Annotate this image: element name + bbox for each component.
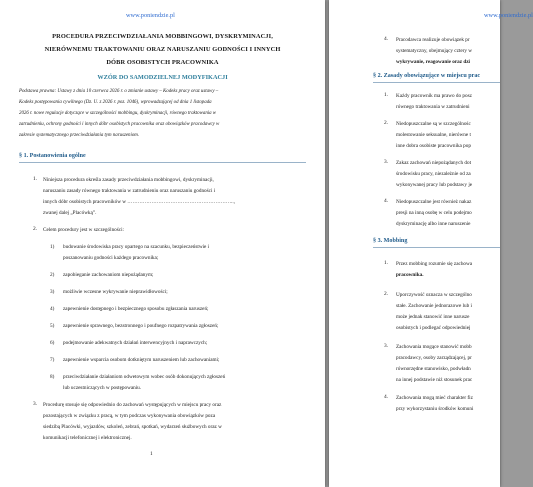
paragraph-line: Uporczywość oznacza w szczególno — [396, 292, 472, 298]
paragraph-line: komunikacji telefonicznej i elektronicznej. — [43, 435, 132, 441]
legal-basis-line: 2026 r. nowe regulacje dotyczące w szczególności mobbingu, dyskryminacji, równego traktowania w — [19, 111, 217, 116]
goal-number: 8) — [50, 374, 55, 380]
paragraph-line: Procedurę stosuje się odpowiednio do zachowań występujących w miejscu pracy oraz — [43, 402, 222, 408]
goal-line: zapewnienie sprawnego, bezstronnego i poufnego rozpatrywania zgłoszeń; — [63, 323, 219, 329]
paragraph-line: dyskryminację albo inne naruszenie — [396, 221, 471, 227]
paragraph-line: równorzędne stanowisko, podwładn — [396, 366, 471, 372]
paragraph-line: na innej podstawie niż stosunek prac — [396, 377, 473, 383]
list-number: 3. — [384, 159, 389, 165]
list-number: 1. — [384, 92, 389, 98]
paragraph-line: inne dobra osobiste pracownika pop — [396, 143, 471, 149]
paragraph-line: środowisku pracy, niezależnie od za — [396, 171, 471, 177]
goal-line: zapobieganie zachowaniom niepożądanym; — [63, 272, 154, 278]
section-heading-2: § 2. Zasady obowiązujące w miejscu prac — [373, 73, 481, 79]
paragraph-line: pozostających w związku z pracą, w tym podczas wykonywania obowiązków poza — [43, 413, 216, 419]
goal-line: zapewnienie wsparcia osobom dotkniętym naruszeniem lub zachowaniami; — [63, 357, 220, 363]
paragraph-line: stałe. Zachowanie jednorazowe lub i — [396, 303, 472, 309]
goal-number: 7) — [50, 357, 55, 363]
paragraph-line: molestowanie seksualne, nierówne t — [396, 132, 471, 138]
paragraph-line: zwanej dalej „Placówką”. — [43, 210, 97, 216]
paragraph-line: Niedopuszczalne jest również nakaz — [396, 199, 472, 205]
paragraph-line: Zachowania mogące stanowić mobb — [396, 344, 472, 350]
legal-basis-line: Kodeks postępowania cywilnego (Dz. U. z 2026 r. poz. 1046), wprowadzającej od dnia 1 listopada — [19, 100, 212, 105]
page-header-url: www.poniendzie.pl — [126, 12, 175, 19]
paragraph-line: Każdy pracownik ma prawo do posz — [396, 93, 472, 99]
goal-number: 3) — [50, 289, 55, 295]
paragraph-line: Niniejsza procedura określa zasady przeciwdziałania mobbingowi, dyskryminacji, — [43, 177, 214, 183]
paragraph-line: przy wykorzystaniu środków komuni — [396, 406, 474, 412]
list-number: 4. — [384, 394, 389, 400]
paragraph-line: Pracodawca realizuje obowiązek pr — [396, 37, 470, 43]
paragraph-line: presji na inną osobę w celu podejmo — [396, 210, 472, 216]
goal-number: 1) — [50, 244, 55, 250]
goal-number: 6) — [50, 340, 55, 346]
paragraph-line: innych dóbr osobistych pracowników w …………………………………………………….., — [43, 199, 235, 205]
paragraph-line: naruszaniu zasady równego traktowania w zatrudnieniu oraz naruszaniu godności i — [43, 188, 216, 194]
list-number: 3. — [384, 343, 389, 349]
legal-basis-line: zakresie systematycznego przeciwdziałania tym naruszeniom. — [19, 133, 140, 138]
paragraph-line: osobistych i podlegać odpowiedniej — [396, 325, 471, 331]
paragraph-line: siedzibą Placówki, wyjazdów, szkoleń, zebrań, spotkań, wydarzeń służbowych oraz w — [43, 424, 222, 430]
section-heading-1: § 1. Postanowienia ogólne — [19, 153, 86, 159]
document-title-line-3: DÓBR OSOBISTYCH PRACOWNIKA — [106, 59, 219, 66]
list-number: 4. — [384, 36, 389, 42]
page-number: 1 — [150, 451, 153, 457]
list-number: 4. — [384, 198, 389, 204]
paragraph-line-bold: wykrywanie, reagowanie oraz dzi — [396, 59, 470, 65]
list-number: 2. — [384, 291, 389, 297]
goal-line: przeciwdziałanie działaniom odwetowym wobec osób dokonujących zgłoszeń — [63, 374, 226, 380]
paragraph-line: równego traktowania w zatrudnieni — [396, 104, 470, 110]
paragraph-line: Celem procedury jest w szczególności: — [43, 227, 124, 233]
list-number: 1. — [33, 176, 38, 182]
list-number: 3. — [33, 401, 38, 407]
paragraph-line-bold: pracownika. — [396, 272, 424, 278]
paragraph-line: pracodawcy, osoby zarządzającej, pr — [396, 355, 472, 361]
section-divider — [373, 82, 500, 83]
goal-line: podejmowanie adekwatnych działań interwencyjnych i naprawczych; — [63, 340, 208, 346]
page-header-url: www.poniendzie.pl — [484, 12, 533, 19]
goal-line: budowanie środowiska pracy opartego na szacunku, bezpieczeństwie i — [63, 244, 210, 250]
goal-number: 5) — [50, 323, 55, 329]
legal-basis-line: zatrudnieniu, ochrony godności i innych dóbr osobistych pracownika oraz obowiązków pracodawcy w — [19, 122, 220, 127]
legal-basis-line: Podstawa prawna: Ustawy z dnia 10 czerwca 2026 r. o zmianie ustawy – Kodeks pracy oraz ustawy – — [19, 89, 219, 94]
paragraph-line: Niedopuszczalne są w szczególnośc — [396, 121, 471, 127]
paragraph-line: Przez mobbing rozumie się zachowa — [396, 261, 473, 267]
goal-line: możliwie wczesne wykrywanie nieprawidłowości; — [63, 289, 168, 295]
document-title-line-1: PROCEDURA PRZECIWDZIAŁANIA MOBBINGOWI, DYSKRYMINACJI, — [52, 33, 273, 40]
goal-line: zapewnienie dostępnego i bezpiecznego sposobu zgłaszania naruszeń; — [63, 306, 209, 312]
goal-line: poszanowaniu godności każdego pracownika; — [63, 255, 159, 261]
goal-number: 4) — [50, 306, 55, 312]
paragraph-line: Zachowania mogą mieć charakter fiz — [396, 395, 473, 401]
document-page-2 — [329, 0, 533, 487]
document-title-line-2: NIERÓWNEMU TRAKTOWANIU ORAZ NARUSZANIU GODNOŚCI I INNYCH — [44, 46, 281, 53]
paragraph-line: Zakaz zachowań niepożądanych dot — [396, 160, 472, 166]
paragraph-line: systematyczny, obejmujący cztery w — [396, 48, 473, 54]
document-subtitle: WZÓR DO SAMODZIELNEJ MODYFIKACJI — [97, 74, 228, 81]
section-heading-3: § 3. Mobbing — [373, 238, 408, 244]
list-number: 2. — [384, 120, 389, 126]
paragraph-line: wykonywanej pracy lub podstawy je — [396, 182, 473, 188]
paragraph-line: może jednak stanowić inne narusze — [396, 314, 470, 320]
goal-number: 2) — [50, 272, 55, 278]
section-divider — [19, 162, 306, 163]
goal-line: lub uczestniczących w postępowaniu. — [63, 385, 142, 391]
list-number: 1. — [384, 260, 389, 266]
list-number: 2. — [33, 226, 38, 232]
section-divider — [373, 247, 500, 248]
